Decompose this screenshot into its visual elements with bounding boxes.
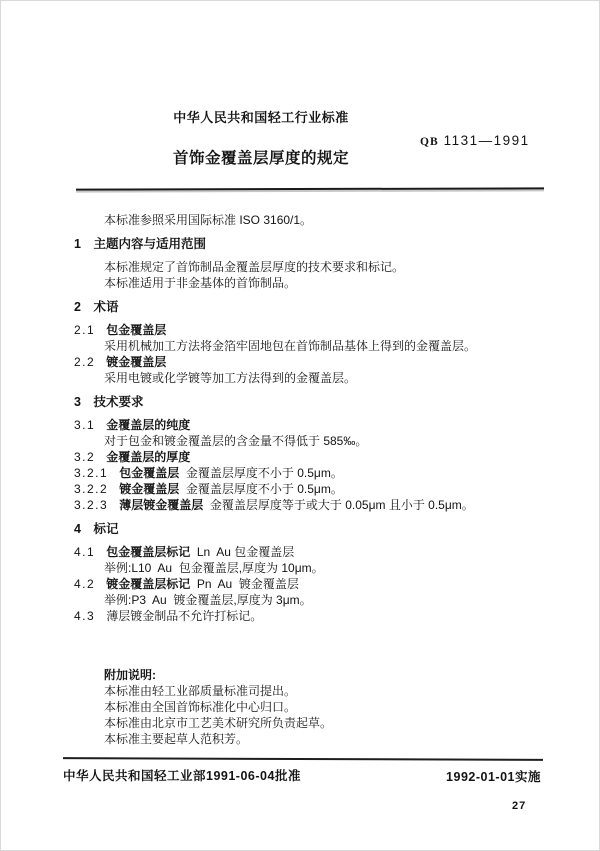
clause-text: 标记 <box>93 522 119 536</box>
clause-term: 薄层镀金覆盖层 <box>119 498 204 512</box>
clause-number: 3.2.3 <box>74 498 109 512</box>
clause-text: 主题内容与适用范围 <box>93 237 206 251</box>
clause-term: 镀金覆盖层 <box>106 355 167 369</box>
clause-term: 镀金覆盖层 <box>119 482 180 496</box>
doc-line <box>74 354 546 370</box>
clause-text: 本标准由北京市工艺美术研究所负责起草。 <box>104 716 333 730</box>
clause-text: 金覆盖层厚度等于或大于 0.05μm 且小于 0.5μm。 <box>203 498 474 512</box>
clause-number: 2.1 <box>74 323 96 337</box>
footer-divider-rule <box>63 757 543 761</box>
clause-text: 举例:L10 Au 包金覆盖层,厚度为 10μm。 <box>104 561 324 575</box>
document-title: 首饰金覆盖层厚度的规定 <box>172 150 349 167</box>
clause-term: 包金覆盖层 <box>119 466 180 480</box>
doc-line <box>74 481 546 497</box>
clause-text: 举例:P3 Au 镀金覆盖层,厚度为 3μm。 <box>104 593 312 607</box>
doc-line <box>74 449 546 465</box>
doc-line <box>74 667 546 683</box>
doc-line <box>74 683 546 699</box>
clause-term: 包金覆盖层标记 <box>106 545 191 559</box>
clause-text: 本标准由轻工业部质量标准司提出。 <box>104 684 297 698</box>
clause-text: 对于包金和镀金覆盖层的含金量不得低于 585‰。 <box>104 434 368 448</box>
clause-text: 金覆盖层厚度不小于 0.5μm。 <box>179 466 343 480</box>
doc-line <box>74 394 546 410</box>
clause-text: Ln Au 包金覆盖层 <box>190 545 295 559</box>
doc-line <box>74 521 546 537</box>
standard-code-prefix: QB <box>420 136 439 148</box>
clause-number: 3 <box>74 395 83 409</box>
clause-term: 包金覆盖层 <box>106 323 167 337</box>
clause-number: 4.3 <box>74 609 96 623</box>
clause-term: 镀金覆盖层标记 <box>106 577 191 591</box>
implementation-text: 1992-01-01实施 <box>446 770 541 784</box>
clause-number: 2.2 <box>74 355 96 369</box>
clause-number: 3.2 <box>74 450 96 464</box>
clause-text: 本标准主要起草人范积芳。 <box>104 732 249 746</box>
approval-text: 中华人民共和国轻工业部1991-06-04批准 <box>63 769 301 783</box>
clause-text: 本标准适用于非金基体的首饰制品。 <box>104 276 297 290</box>
doc-line <box>74 560 546 576</box>
clause-number: 3.2.1 <box>74 466 109 480</box>
clause-term: 附加说明: <box>104 668 156 682</box>
doc-line <box>74 259 546 275</box>
clause-text: 本标准由全国首饰标准化中心归口。 <box>104 700 297 714</box>
doc-line <box>74 465 546 481</box>
doc-line <box>74 497 546 513</box>
doc-line <box>74 699 546 715</box>
clause-term: 金覆盖层的纯度 <box>106 418 191 432</box>
clause-text: 采用电镀或化学镀等加工方法得到的金覆盖层。 <box>104 371 357 385</box>
clause-number: 3.1 <box>74 418 96 432</box>
doc-line <box>74 731 546 747</box>
doc-line <box>74 592 546 608</box>
doc-line <box>74 370 546 386</box>
doc-line <box>74 338 546 354</box>
standard-type-heading: 中华人民共和国轻工行业标准 <box>173 110 349 125</box>
clause-number: 4.1 <box>74 545 96 559</box>
clause-text: 本标准参照采用国际标准 ISO 3160/1。 <box>104 213 313 227</box>
page-number: 27 <box>512 800 527 812</box>
clause-text: 术语 <box>93 300 119 314</box>
doc-line <box>74 275 546 291</box>
clause-text: Pn Au 镀金覆盖层 <box>190 577 299 591</box>
doc-line <box>74 417 546 433</box>
doc-line <box>74 299 546 315</box>
clause-number: 3.2.2 <box>74 482 109 496</box>
clause-text: 薄层镀金制品不允许打标记。 <box>106 609 263 623</box>
standard-code-number: 1131—1991 <box>443 133 530 148</box>
clause-number: 2 <box>74 300 83 314</box>
clause-text: 金覆盖层厚度不小于 0.5μm。 <box>179 482 343 496</box>
doc-line <box>74 576 546 592</box>
clause-term: 金覆盖层的厚度 <box>106 450 191 464</box>
doc-line <box>74 322 546 338</box>
clause-text: 本标准规定了首饰制品金覆盖层厚度的技术要求和标记。 <box>104 260 405 274</box>
clause-number: 4.2 <box>74 577 96 591</box>
doc-line <box>74 608 546 624</box>
clause-number: 1 <box>74 237 83 251</box>
doc-line <box>74 236 546 252</box>
doc-line <box>74 212 546 228</box>
doc-line <box>74 544 546 560</box>
doc-line <box>74 715 546 731</box>
doc-line <box>74 433 546 449</box>
clause-number: 4 <box>74 522 83 536</box>
clause-text: 采用机械加工方法将金箔牢固地包在首饰制品基体上得到的金覆盖层。 <box>104 339 477 353</box>
document-body <box>74 212 546 747</box>
title-divider-rule <box>76 187 544 190</box>
clause-text: 技术要求 <box>93 395 144 409</box>
